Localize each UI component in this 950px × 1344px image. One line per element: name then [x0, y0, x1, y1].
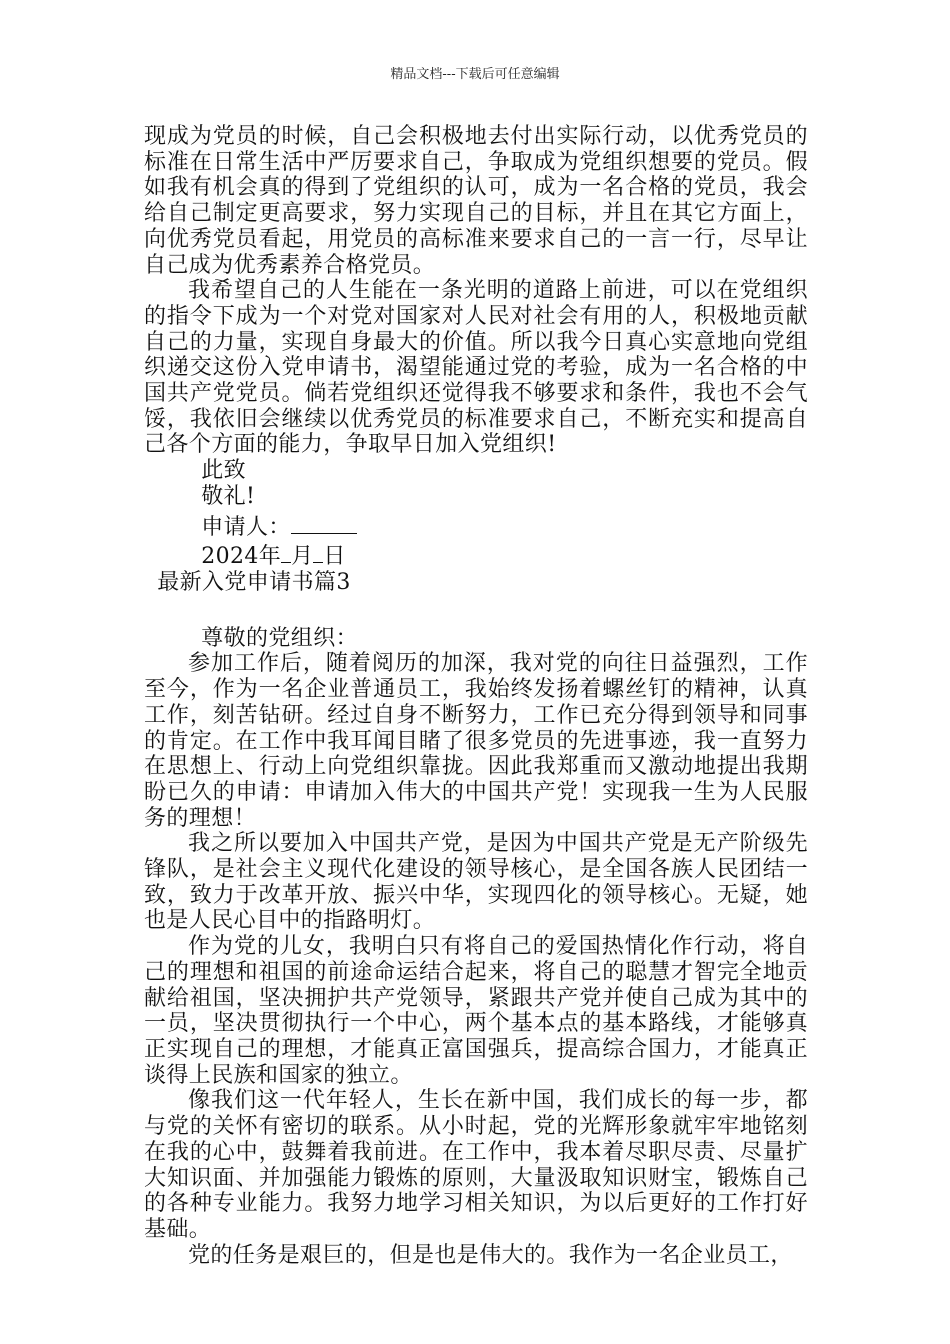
- salutation: 尊敬的党组织：: [201, 625, 358, 651]
- date-line: [144, 540, 808, 570]
- paragraph: 党的任务是艰巨的，但是也是伟大的。我作为一名企业员工，: [188, 1242, 793, 1268]
- month-blank: [281, 540, 291, 563]
- closing-jing-li: 敬礼!: [201, 483, 256, 509]
- date-month: 月: [291, 544, 314, 570]
- applicant-line: [144, 510, 808, 541]
- document-body: [144, 124, 808, 1268]
- page-header: 精品文档---下载后可任意编辑: [390, 67, 560, 82]
- blank-line: [144, 596, 808, 626]
- closing-ci-zhi: 此致: [201, 458, 246, 484]
- paragraph: 像我们这一代年轻人，生长在新中国，我们成长的每一步，都与党的关怀有密切的联系。从小时起，党的光辉形象就牢牢地铭刻在我的心中，鼓舞着我前进。在工作中，我本着尽职尽责、尽量扩大知识面、并加强能力锻炼的原则，大量汲取知识财宝，锻炼自己的各种专业能力。我努力地学习相关知识，为以后更好的工作打好基础。: [144, 1088, 808, 1242]
- date-day: 日: [323, 544, 346, 570]
- day-blank: [313, 540, 323, 563]
- applicant-signature-blank: [291, 510, 357, 534]
- paragraph: 参加工作后，随着阅历的加深，我对党的向往日益强烈，工作至今，作为一名企业普通员工，我始终发扬着螺丝钉的精神，认真工作，刻苦钻研。经过自身不断努力，工作已充分得到领导和同事的肯定。在工作中我耳闻目睹了很多党员的先进事迹，我一直努力在思想上、行动上向党组织靠拢。因此我郑重而又激动地提出我期盼已久的申请：申请加入伟大的中国共产党！实现我一生为人民服务的理想！: [144, 651, 808, 831]
- paragraph: 我之所以要加入中国共产党，是因为中国共产党是无产阶级先锋队，是社会主义现代化建设的领导核心，是全国各族人民团结一致，致力于改革开放、振兴中华，实现四化的领导核心。无疑，她也是人民心目中的指路明灯。: [144, 831, 808, 934]
- paragraph-continued: 现成为党员的时候，自己会积极地去付出实际行动，以优秀党员的标准在日常生活中严厉要求自己，争取成为党组织想要的党员。假如我有机会真的得到了党组织的认可，成为一名合格的党员，我会给自己制定更高要求，努力实现自己的目标，并且在其它方面上，向优秀党员看起，用党员的高标准来要求自己的一言一行，尽早让自己成为优秀素养合格党员。: [144, 124, 808, 278]
- section-heading: 最新入党申请书篇3: [157, 570, 351, 596]
- applicant-label: 申请人：: [201, 514, 291, 540]
- paragraph: 作为党的儿女，我明白只有将自己的爱国热情化作行动，将自己的理想和祖国的前途命运结合起来，将自己的聪慧才智完全地贡献给祖国，坚决拥护共产党领导，紧跟共产党并使自己成为其中的一员，坚决贯彻执行一个中心，两个基本点的基本路线，才能够真正实现自己的理想，才能真正富国强兵，提高综合国力，才能真正谈得上民族和国家的独立。: [144, 934, 808, 1088]
- paragraph: 我希望自己的人生能在一条光明的道路上前进，可以在党组织的指令下成为一个对党对国家对人民对社会有用的人，积极地贡献自己的力量，实现自身最大的价值。所以我今日真心实意地向党组织递交这份入党申请书，渴望能通过党的考验，成为一名合格的中国共产党党员。倘若党组织还觉得我不够要求和条件，我也不会气馁，我依旧会继续以优秀党员的标准要求自己，不断充实和提高自己各个方面的能力，争取早日加入党组织!: [144, 278, 808, 458]
- date-year: 2024年: [201, 544, 282, 570]
